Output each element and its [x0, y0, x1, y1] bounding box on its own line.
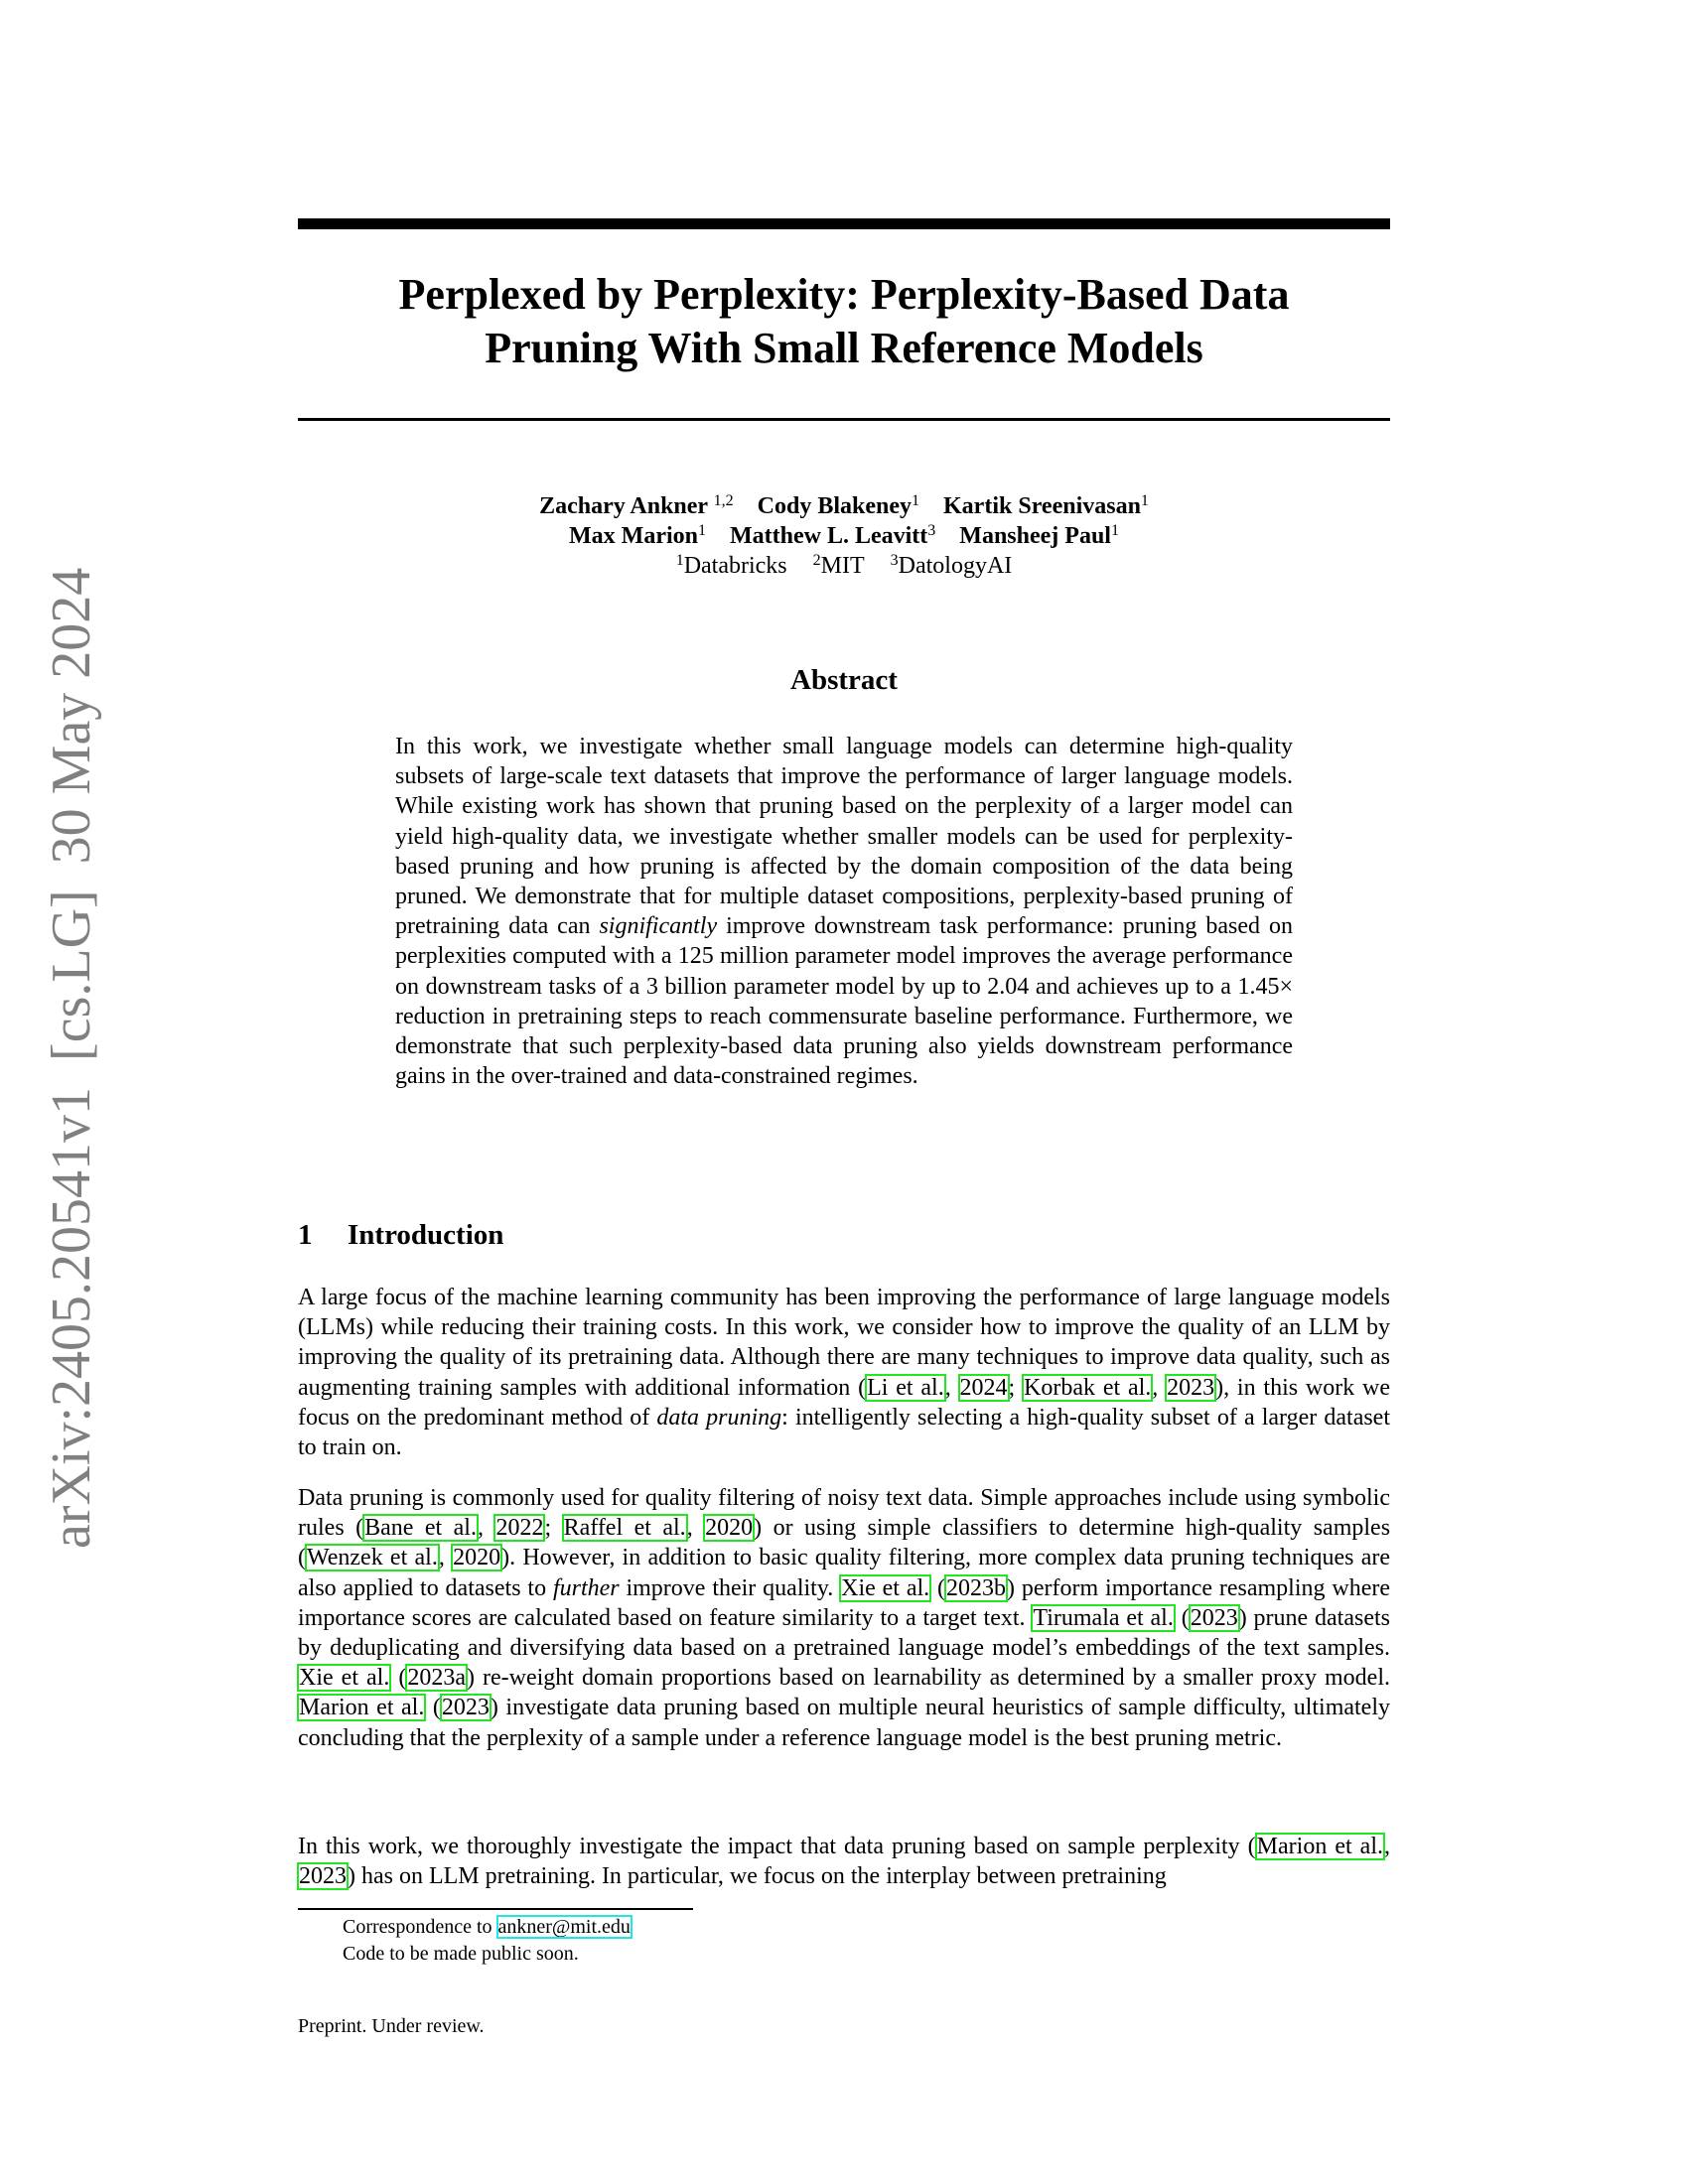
footnotes [343, 1914, 632, 1968]
section-number: 1 [298, 1219, 313, 1251]
citation-link[interactable]: Xie et al. [299, 1665, 390, 1692]
paper-title [298, 268, 1390, 375]
arxiv-category: [cs.LG] [41, 889, 102, 1061]
author: Kartik Sreenivasan$^1$ [943, 492, 1149, 519]
citation-link[interactable]: 2024 [959, 1374, 1008, 1401]
citation-link[interactable]: 2023 [1190, 1604, 1238, 1631]
author: Cody Blakeney$^1$ [757, 492, 920, 519]
affiliations-row [298, 551, 1390, 581]
arxiv-stamp [42, 542, 101, 1549]
title-bottom-rule [298, 418, 1390, 421]
author-row-2 [298, 521, 1390, 551]
abstract-text: In this work, we investigate whether small language models can determine high-quality subsets of large-scale text datasets that improve the performance of larger language models. While existing work has shown that pruning based on the perplexity of a larger model can yield high-quality data, we investigate whether smaller models can be used for perplexity-based pruning and how pruning is affected by the domain composition of the data being pruned. We demonstrate that for multiple dataset compositions, perplexity-based pruning of pretraining data can significantly improve downstream task performance: pruning based on perplexities computed with a 125 million parameter model improves the average performance on downstream tasks of a 3 billion parameter model by up to 2.04 and achieves up to a 1.45× reduction in pretraining steps to reach commensurate baseline performance. Furthermore, we demonstrate that such perplexity-based data pruning also yields downstream performance gains in the over-trained and data-constrained regimes. [395, 734, 1293, 1090]
citation-link[interactable]: 2023 [441, 1695, 490, 1721]
citation-link[interactable]: 2023a [407, 1665, 466, 1692]
citation-link[interactable]: Wenzek et al. [307, 1545, 438, 1571]
footnote-correspondence: Correspondence to ankner@mit.edu [343, 1916, 631, 1938]
intro-paragraph-1: A large focus of the machine learning community has been improving the performance of large language models (LLMs) while reducing their training costs. In this work, we consider how to improve the quality of an LLM by improving the quality of its pretraining data. Although there are many techniques to improve data quality, such as augmenting training samples with additional information (Li et al., 2024; Korbak et al., 2023), in this work we focus on the predominant method of data pruning: intelligently selecting a high-quality subset of a larger dataset to train on. [298, 1285, 1391, 1461]
title-top-rule [298, 218, 1390, 229]
footnote-code: Code to be made public soon. [343, 1943, 579, 1965]
arxiv-date: 30 May 2024 [41, 567, 102, 865]
author: Matthew L. Leavitt$^3$ [730, 522, 936, 549]
citation-link[interactable]: Korbak et al. [1024, 1374, 1152, 1401]
author: Zachary Ankner $^{1,2}$ [539, 492, 734, 519]
intro-paragraph-3: In this work, we thoroughly investigate the impact that data pruning based on sample perplexity (Marion et al., 2023) has on LLM pretraining. In particular, we focus on the interplay between pretraining [298, 1834, 1390, 1890]
author: Mansheej Paul$^1$ [959, 522, 1119, 549]
arxiv-id: arXiv:2405.20541v1 [41, 1086, 102, 1549]
title-line-2: Pruning With Small Reference Models [485, 324, 1203, 372]
author-row-1 [298, 491, 1390, 521]
citation-link[interactable]: Marion et al. [299, 1695, 425, 1721]
section-title: Introduction [348, 1219, 504, 1251]
footnote-rule [298, 1908, 693, 1910]
intro-paragraph-2: Data pruning is commonly used for quality filtering of noisy text data. Simple approaches include using symbolic rules (Bane et al., 2022; Raffel et al., 2020) or using simple classifiers to determine high-quality samples (Wenzek et al., 2020). However, in addition to basic quality filtering, more complex data pruning techniques are also applied to datasets to further improve their quality. Xie et al. (2023b) perform importance resampling where importance scores are calculated based on feature similarity to a target text. Tirumala et al. (2023) prune datasets by deduplicating and diversifying data based on a pretrained language model’s embeddings of the text samples. Xie et al. (2023a) re-weight domain proportions based on learnability as determined by a smaller proxy model. Marion et al. (2023) investigate data pruning based on multiple neural heuristics of sample difficulty, ultimately concluding that the perplexity of a sample under a reference language model is the best pruning metric. [298, 1485, 1391, 1751]
affiliation: $^2$MIT [812, 552, 865, 579]
citation-link[interactable]: 2020 [705, 1515, 754, 1542]
author: Max Marion$^1$ [569, 522, 706, 549]
affiliation: $^1$Databricks [675, 552, 787, 579]
citation-link[interactable]: Li et al. [867, 1374, 944, 1401]
emphasis: significantly [599, 913, 718, 940]
citation-link[interactable]: 2022 [495, 1515, 544, 1542]
citation-link[interactable]: 2023 [1167, 1374, 1215, 1401]
citation-link[interactable]: Raffel et al. [563, 1515, 686, 1542]
section-heading-introduction [298, 1217, 503, 1253]
preprint-notice: Preprint. Under review. [298, 2015, 485, 2037]
citation-link[interactable]: Xie et al. [841, 1574, 930, 1601]
citation-link[interactable]: 2020 [453, 1545, 501, 1571]
email-link[interactable]: ankner@mit.edu [497, 1916, 631, 1938]
affiliation: $^3$DatologyAI [890, 552, 1013, 579]
citation-link[interactable]: 2023 [299, 1863, 347, 1890]
title-line-1: Perplexed by Perplexity: Perplexity-Based Data [398, 270, 1290, 319]
author-block [298, 491, 1390, 581]
abstract-heading: Abstract [790, 664, 898, 696]
citation-link[interactable]: Marion et al. [1256, 1834, 1383, 1859]
citation-link[interactable]: 2023b [946, 1574, 1007, 1601]
citation-link[interactable]: Bane et al. [364, 1515, 477, 1542]
citation-link[interactable]: Tirumala et al. [1033, 1604, 1174, 1631]
